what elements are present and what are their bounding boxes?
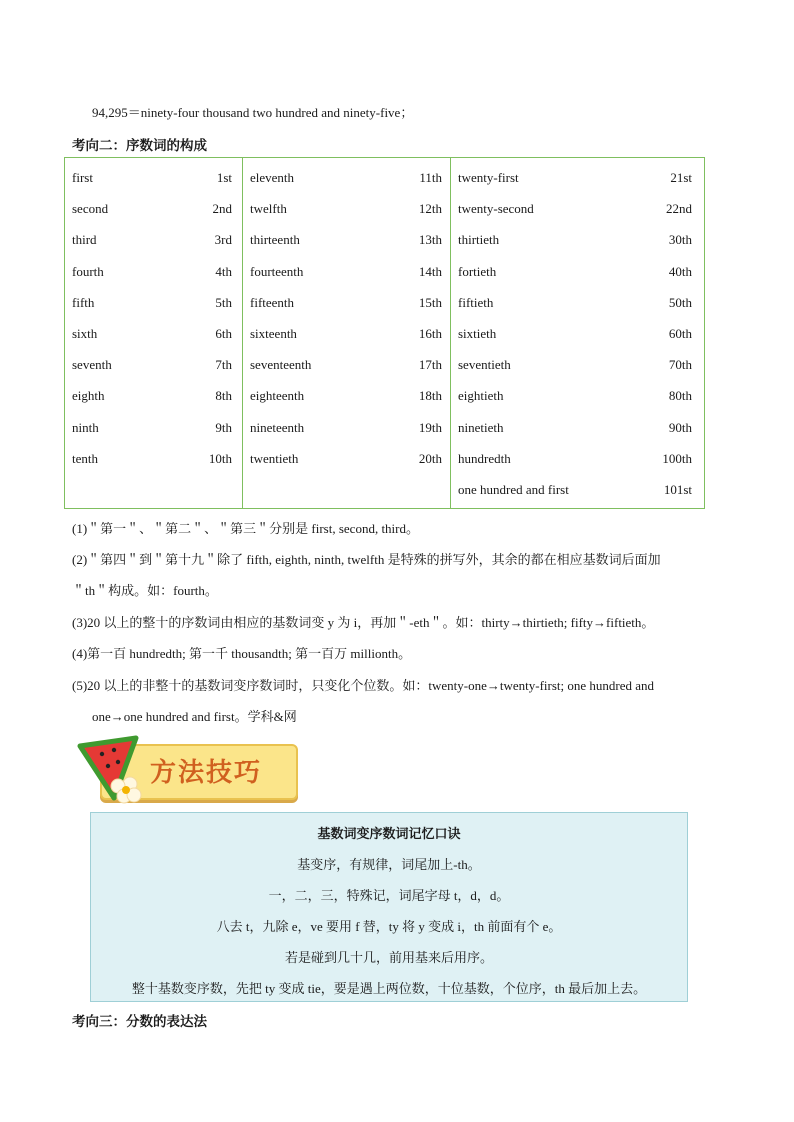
word: fifth	[72, 294, 95, 310]
note-2a: (2)＂第四＂到＂第十九＂除了 fifth, eighth, ninth, twelfth 是特殊的拼写外，其余的都在相应基数词后面加	[72, 552, 661, 567]
table-row	[451, 170, 704, 201]
word: first	[72, 170, 93, 185]
abbr: 16th	[418, 325, 442, 341]
abbr: 101st	[663, 481, 692, 497]
table-row	[451, 295, 704, 326]
word: ninth	[72, 419, 99, 435]
table-row	[65, 388, 242, 419]
word: third	[72, 232, 97, 248]
abbr: 3rd	[214, 232, 232, 248]
note-3: (3)20 以上的整十的序数词由相应的基数词变 y 为 i，再加＂-eth＂。如：thirty→thirtieth; fifty→fiftieth。	[72, 615, 655, 630]
word: eighth	[72, 388, 105, 404]
word: second	[72, 201, 109, 217]
word: fourteenth	[250, 263, 304, 279]
abbr: 22nd	[666, 201, 692, 217]
table-row	[451, 201, 704, 232]
word: twentieth	[250, 450, 299, 466]
word: seventieth	[458, 357, 511, 373]
abbr: 60th	[668, 325, 692, 341]
table-row	[65, 451, 242, 482]
word: twenty-second	[458, 201, 534, 217]
abbr: 6th	[215, 325, 232, 341]
table-row	[243, 201, 450, 232]
abbr: 18th	[418, 388, 442, 404]
note-5a: (5)20 以上的非整十的基数词变序数词时，只变化个位数。如：twenty-one→twenty-first; one hundred and	[72, 678, 655, 693]
table-row	[243, 232, 450, 263]
abbr: 13th	[418, 232, 442, 248]
table-row	[243, 420, 450, 451]
abbr: 11th	[419, 170, 442, 185]
word: twelfth	[250, 201, 287, 217]
section-heading-2: 考向二：序数词的构成	[72, 138, 207, 153]
note-1: (1)＂第一＂、＂第二＂、＂第三＂分别是 first, second, third。	[72, 521, 420, 536]
abbr: 30th	[668, 232, 692, 248]
word: seventh	[72, 357, 112, 373]
word: sixtieth	[458, 325, 497, 341]
table-row	[243, 326, 450, 357]
ordinal-table	[64, 157, 705, 509]
word: fiftieth	[458, 294, 494, 310]
abbr: 20th	[418, 450, 442, 466]
abbr: 40th	[668, 263, 692, 279]
table-row	[243, 451, 450, 482]
top-line: 94,295＝ninety-four thousand two hundred and ninety-five；	[92, 105, 414, 120]
table-row	[65, 357, 242, 388]
abbr: 100th	[662, 450, 692, 466]
word: nineteenth	[250, 419, 305, 435]
mnemonic-line: 一，二，三，特殊记，词尾字母 t，d，d。	[268, 888, 510, 903]
abbr: 7th	[215, 357, 232, 373]
abbr: 80th	[668, 388, 692, 404]
table-row	[243, 388, 450, 419]
abbr: 4th	[215, 263, 232, 279]
table-row	[451, 264, 704, 295]
table-column-1	[65, 158, 243, 508]
mnemonic-box	[90, 812, 688, 1002]
table-row	[451, 388, 704, 419]
abbr: 50th	[668, 294, 692, 310]
mnemonic-line: 基变序，有规律，词尾加上-th。	[297, 857, 481, 872]
mnemonic-line: 八去 t，九除 e，ve 要用 f 替，ty 将 y 变成 i，th 前面有个 e。	[216, 919, 562, 934]
abbr: 1st	[216, 170, 232, 185]
note-4: (4)第一百 hundredth; 第一千 thousandth; 第一百万 millionth。	[72, 646, 412, 661]
abbr: 21st	[670, 170, 692, 185]
section-heading-3: 考向三：分数的表达法	[72, 1014, 207, 1029]
table-column-2	[243, 158, 451, 508]
word: fourth	[72, 263, 104, 279]
word: thirteenth	[250, 232, 300, 248]
table-row	[65, 264, 242, 295]
table-row	[451, 451, 704, 482]
note-2b: ＂th＂构成。如：fourth。	[72, 583, 218, 598]
table-row	[65, 420, 242, 451]
table-row	[451, 326, 704, 357]
word: one hundred and first	[458, 481, 569, 497]
abbr: 8th	[215, 388, 232, 404]
word: sixth	[72, 325, 98, 341]
word: hundredth	[458, 450, 511, 466]
word: eighteenth	[250, 388, 305, 404]
word: eightieth	[458, 388, 504, 404]
word: sixteenth	[250, 325, 297, 341]
abbr: 12th	[418, 201, 442, 217]
mnemonic-title: 基数词变序数词记忆口诀	[317, 826, 461, 841]
word: fortieth	[458, 263, 497, 279]
table-row	[243, 357, 450, 388]
abbr: 14th	[418, 263, 442, 279]
note-5b: one→one hundred and first。学科&网	[92, 709, 297, 724]
table-row	[451, 420, 704, 451]
word: fifteenth	[250, 294, 295, 310]
banner-label: 方法技巧	[150, 758, 263, 788]
word: ninetieth	[458, 419, 504, 435]
abbr: 19th	[418, 419, 442, 435]
table-column-3	[451, 158, 704, 508]
word: seventeenth	[250, 357, 312, 373]
table-row	[451, 232, 704, 263]
table-row	[65, 170, 242, 201]
table-row	[65, 201, 242, 232]
abbr: 5th	[215, 294, 232, 310]
abbr: 17th	[418, 357, 442, 373]
word: thirtieth	[458, 232, 500, 248]
abbr: 15th	[418, 294, 442, 310]
word: tenth	[72, 450, 98, 466]
abbr: 70th	[668, 357, 692, 373]
table-row	[65, 232, 242, 263]
word: twenty-first	[458, 170, 519, 185]
abbr: 10th	[208, 450, 232, 466]
table-row	[243, 170, 450, 201]
abbr: 9th	[215, 419, 232, 435]
abbr: 90th	[668, 419, 692, 435]
word: eleventh	[250, 170, 295, 185]
table-row	[243, 295, 450, 326]
table-row	[451, 357, 704, 388]
mnemonic-line: 若是碰到几十几，前用基来后用序。	[284, 950, 493, 965]
table-row	[65, 295, 242, 326]
table-row	[451, 482, 704, 513]
table-row	[243, 264, 450, 295]
table-row	[65, 326, 242, 357]
method-tips-banner	[74, 732, 296, 806]
mnemonic-line: 整十基数变序数，先把 ty 变成 tie，要是遇上两位数，十位基数，个位序，th 最后加上去。	[131, 981, 647, 996]
abbr: 2nd	[212, 201, 232, 217]
watermelon-icon	[74, 732, 154, 806]
